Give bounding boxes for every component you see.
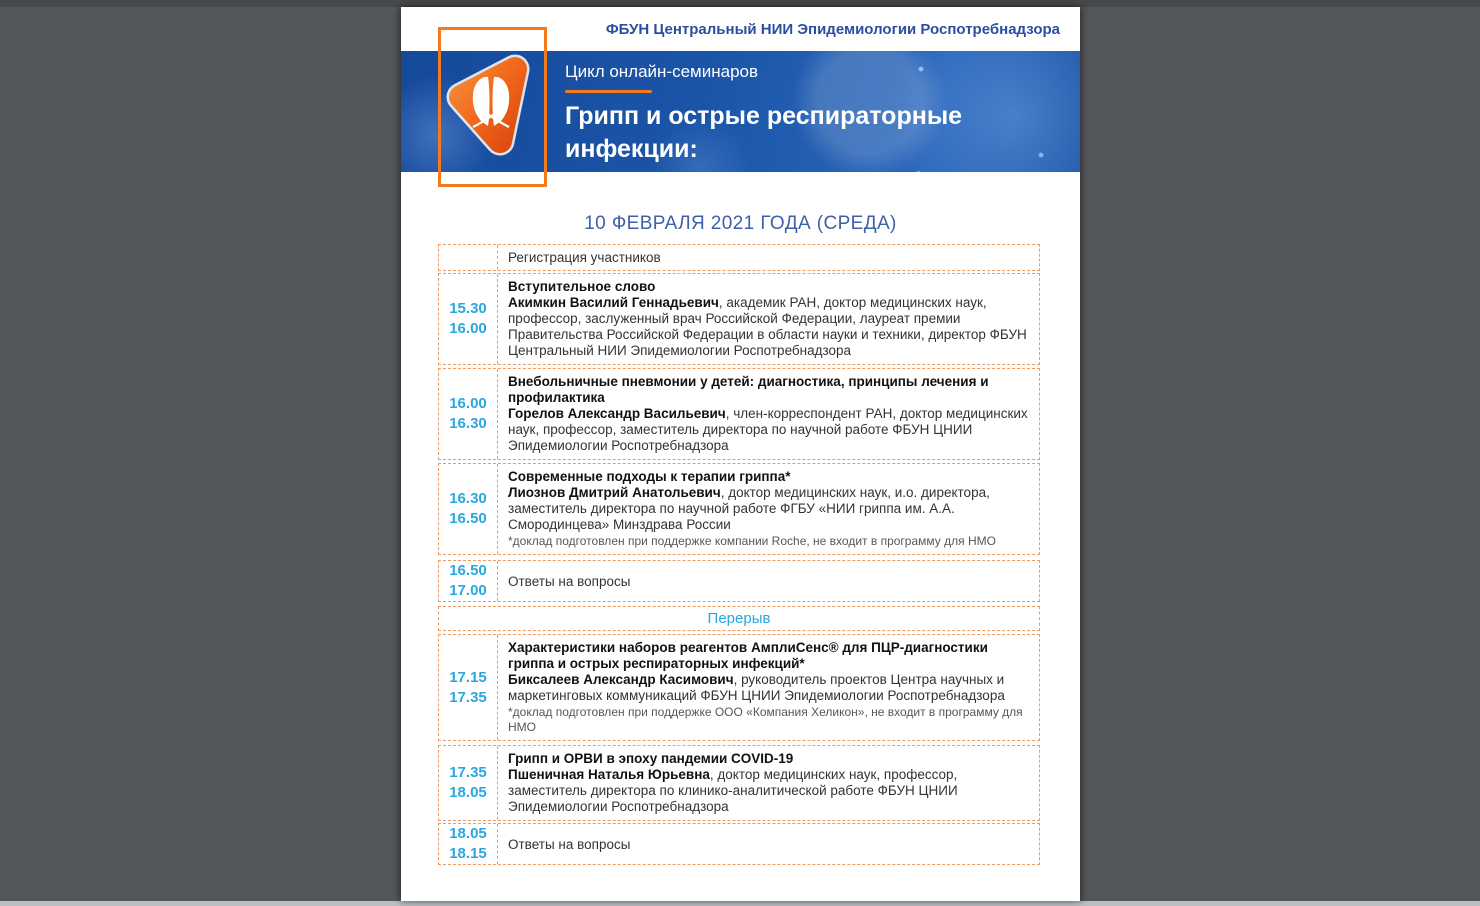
schedule-row-pneumonia [438, 368, 1040, 460]
schedule-row-opening [438, 273, 1040, 365]
date-heading: 10 ФЕВРАЛЯ 2021 ГОДА (СРЕДА) [584, 213, 897, 234]
time-cell [439, 245, 498, 270]
session-desc: Акимкин Василий Геннадьевич, академик РАН, доктор медицинских наук, профессор, заслуженный врач Российской Федерации, лауреат премии Правительства Российской Федерации в области науки и техники, директор ФБУН Центральный НИИ Эпидемиологии Роспотребнадзора [508, 295, 1027, 358]
row-text: Ответы на вопросы [508, 573, 631, 589]
time-cell: 16.30 16.50 [439, 464, 498, 554]
schedule-row-qa-1 [438, 560, 1040, 602]
row-text: Регистрация участников [508, 250, 661, 265]
schedule-row-registration [438, 244, 1040, 271]
time-cell: 16.00 16.30 [439, 369, 498, 459]
content-cell [498, 635, 1039, 740]
session-desc: Пшеничная Наталья Юрьевна, доктор медицинских наук, профессор, заместитель директора по клинико-аналитической работе ФБУН ЦНИИ Эпидемиологии Роспотребнадзора [508, 767, 958, 814]
content-cell [498, 464, 1039, 554]
seminar-title: Грипп и острые респираторные инфекции: диагностика, терапия и профилактика [565, 102, 1042, 196]
schedule-row-therapy [438, 463, 1040, 555]
schedule-row-break [438, 606, 1040, 631]
content-cell [498, 245, 1039, 270]
session-title: Вступительное слово [508, 279, 656, 294]
series-underline [565, 90, 652, 93]
content-cell [498, 369, 1039, 459]
time-cell: 18.05 18.15 [439, 824, 498, 864]
document-page [401, 7, 1080, 901]
content-cell [498, 561, 1039, 601]
session-note: *доклад подготовлен при поддержке компании Roche, не входит в программу для НМО [508, 534, 996, 548]
schedule-row-covid [438, 745, 1040, 821]
time-cell: 17.35 18.05 [439, 746, 498, 820]
session-title: Грипп и ОРВИ в эпоху пандемии COVID-19 [508, 751, 794, 766]
time-cell: 17.15 17.35 [439, 635, 498, 740]
session-title: Современные подходы к терапии гриппа* [508, 469, 791, 484]
schedule-table [438, 244, 1040, 865]
content-cell [498, 274, 1039, 364]
lungs-logo-icon [445, 51, 537, 159]
content-cell [498, 824, 1039, 864]
content-cell [498, 746, 1039, 820]
viewer-bottom-scroll-strip[interactable] [0, 901, 1480, 906]
schedule-row-qa-2 [438, 823, 1040, 865]
series-label: Цикл онлайн-семинаров [565, 62, 759, 81]
row-text: Ответы на вопросы [508, 836, 631, 852]
session-title: Внебольничные пневмонии у детей: диагностика, принципы лечения и профилактика [508, 374, 989, 405]
organization-title: ФБУН Центральный НИИ Эпидемиологии Роспотребнадзора [605, 21, 1060, 38]
session-desc: Биксалеев Александр Касимович, руководитель проектов Центра научных и маркетинговых коммуникаций ФБУН ЦНИИ Эпидемиологии Роспотребнадзора [508, 672, 1005, 703]
session-desc: Лиознов Дмитрий Анатольевич, доктор медицинских наук, и.о. директора, заместитель директора по научной работе ФГБУ «НИИ гриппа им. А.А. Смородинцева» Минздрава России [508, 485, 990, 532]
break-label: Перерыв [707, 610, 771, 627]
time-cell: 16.50 17.00 [439, 561, 498, 601]
session-title: Характеристики наборов реагентов АмплиСенс® для ПЦР-диагностики гриппа и острых респираторных инфекций* [508, 640, 988, 671]
session-desc: Горелов Александр Васильевич, член-корреспондент РАН, доктор медицинских наук, профессор, заместитель директора по научной работе ФБУН ЦНИИ Эпидемиологии Роспотребнадзора [508, 406, 1028, 453]
viewer-top-strip [0, 0, 1480, 7]
session-note: *доклад подготовлен при поддержке ООО «Компания Хеликон», не входит в программу для НМО [508, 705, 1023, 734]
time-cell: 15.30 16.00 [439, 274, 498, 364]
schedule-row-amplisens [438, 634, 1040, 741]
